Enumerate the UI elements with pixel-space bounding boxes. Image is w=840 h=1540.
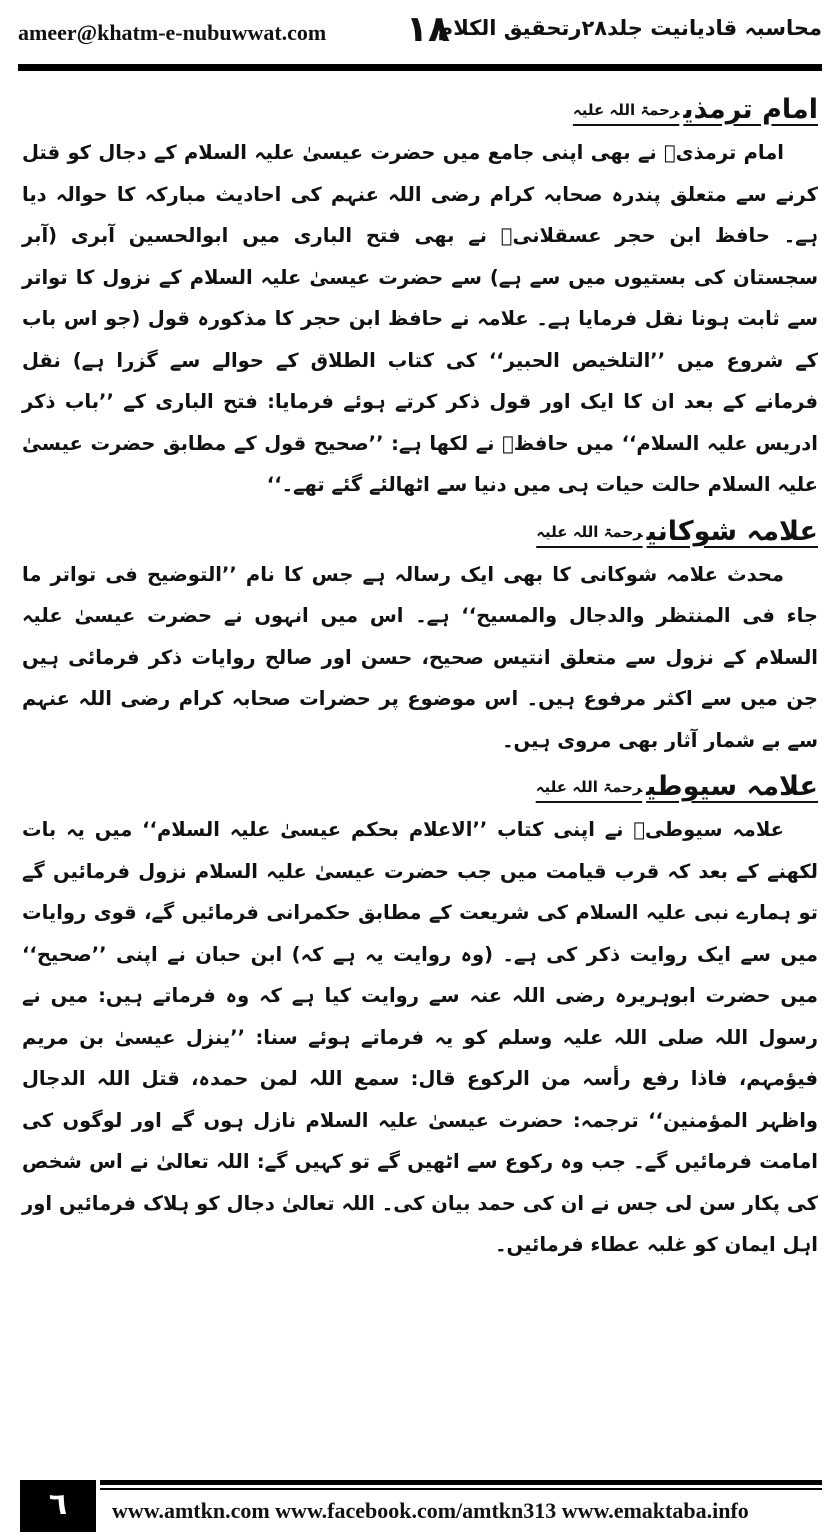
heading-text: امام ترمذی (683, 94, 818, 125)
paragraph-text: محدث علامہ شوکانی کا بھی ایک رسالہ ہے جس کا نام ’’التوضیح فی تواتر ما جاء فی المنتظر والدجال والمسیح‘‘ ہے۔ اس میں انہوں نے حضرت عیسیٰ علیہ السلام کے نزول سے متعلق انتیس صحیح، حسن اور صالح روایات ذکر فرمائی ہیں جن میں سے اکثر مرفوع ہیں۔ اس موضوع پر حضرات صحابہ کرام رضی اللہ عنہم سے بے شمار آثار بھی مروی ہیں۔ (22, 562, 818, 752)
section-heading (22, 510, 818, 554)
footer-page-box: ٦ (20, 1480, 96, 1532)
footer-divider-thin (100, 1488, 822, 1490)
honorific-mark: رحمۃ اللہ علیہ (572, 101, 680, 119)
section-allama-suyuti (22, 765, 818, 1266)
paragraph-text: علامہ سیوطیؒ نے اپنی کتاب ’’الاعلام بحکم عیسیٰ علیہ السلام‘‘ میں یہ بات لکھنے کے بعد کہ قرب قیامت میں جب حضرت عیسیٰ علیہ السلام نزول فرمائیں گے تو ہمارے نبی علیہ السلام کی شریعت کے مطابق حکمرانی فرمائیں گے، قوی روایات میں سے ایک روایت ذکر کی ہے۔ (وہ روایت یہ ہے کہ) ابن حبان نے اپنی ’’صحیح‘‘ میں حضرت ابوہریرہ رضی اللہ عنہ سے روایت کیا ہے کہ وہ فرماتے ہیں: میں نے رسول اللہ صلی اللہ علیہ وسلم کو یہ فرماتے ہوئے سنا: ’’ینزل عیسیٰ بن مریم فیؤمہم، فاذا رفع رأسہ من الرکوع قال: سمع اللہ لمن حمدہ، قتل اللہ الدجال واظہر المؤمنین‘‘ ترجمہ: حضرت عیسیٰ علیہ السلام نازل ہوں گے اور لوگوں کی امامت فرمائیں گے۔ جب وہ رکوع سے اٹھیں گے تو کہیں گے: اللہ تعالیٰ نے اس شخص کی پکار سن لی جس نے ان کی حمد بیان کی۔ اللہ تعالیٰ دجال کو ہلاک فرمائیں اور اہل ایمان کو غلبہ عطاء فرمائیں۔ (22, 818, 818, 1256)
section-heading (22, 765, 818, 809)
page-content (22, 88, 818, 1266)
paragraph-text: امام ترمذیؒ نے بھی اپنی جامع میں حضرت عیسیٰ علیہ السلام کے دجال کو قتل کرنے سے متعلق پندرہ صحابہ کرام رضی اللہ عنہم کی احادیث مبارکہ کا حوالہ دیا ہے۔ حافظ ابن حجر عسقلانیؒ نے بھی فتح الباری میں ابوالحسین آبری (آبر سجستان کی بستیوں میں سے ہے) سے حضرت عیسیٰ علیہ السلام کے نزول کا تواتر سے ثابت ہونا نقل فرمایا ہے۔ علامہ نے حافظ ابن حجر کا مذکورہ قول (جو اس باب کے شروع میں ’’التلخیص الحبیر‘‘ کی کتاب الطلاق کے حوالے سے گزرا ہے) نقل فرمانے کے بعد ان کا ایک اور قول ذکر کرتے ہوئے فرمایا: فتح الباری کے ’’باب ذکر ادریس علیہ السلام‘‘ میں حافظؒ نے لکھا ہے: ’’صحیح قول کے مطابق حضرت عیسیٰ علیہ السلام حالت حیات ہی میں دنیا سے اٹھالئے گئے تھے۔‘‘ (22, 141, 818, 496)
page-footer (20, 1466, 822, 1534)
header-book-title: محاسبہ قادیانیت جلد۲۸رتحقیق الکلام (437, 16, 822, 40)
section-allama-shawkani (22, 510, 818, 762)
section-heading (22, 88, 818, 132)
heading-text: علامہ سیوطی (646, 771, 818, 802)
honorific-mark: رحمۃ اللہ علیہ (536, 522, 643, 541)
heading-text: علامہ شوکانی (646, 515, 818, 547)
honorific-mark: رحمۃ اللہ علیہ (535, 778, 643, 796)
page-header (18, 8, 822, 56)
footer-divider (100, 1480, 822, 1485)
section-paragraph (22, 554, 818, 762)
section-imam-tirmidhi (22, 88, 818, 506)
section-paragraph (22, 132, 818, 506)
section-paragraph (22, 809, 818, 1266)
header-page-number: ١٨ (406, 9, 450, 50)
header-email[interactable]: ameer@khatm-e-nubuwwat.com (18, 20, 327, 45)
header-divider (18, 64, 822, 71)
footer-website-links[interactable]: www.amtkn.com www.facebook.com/amtkn313 www.emaktaba.info (112, 1498, 749, 1523)
